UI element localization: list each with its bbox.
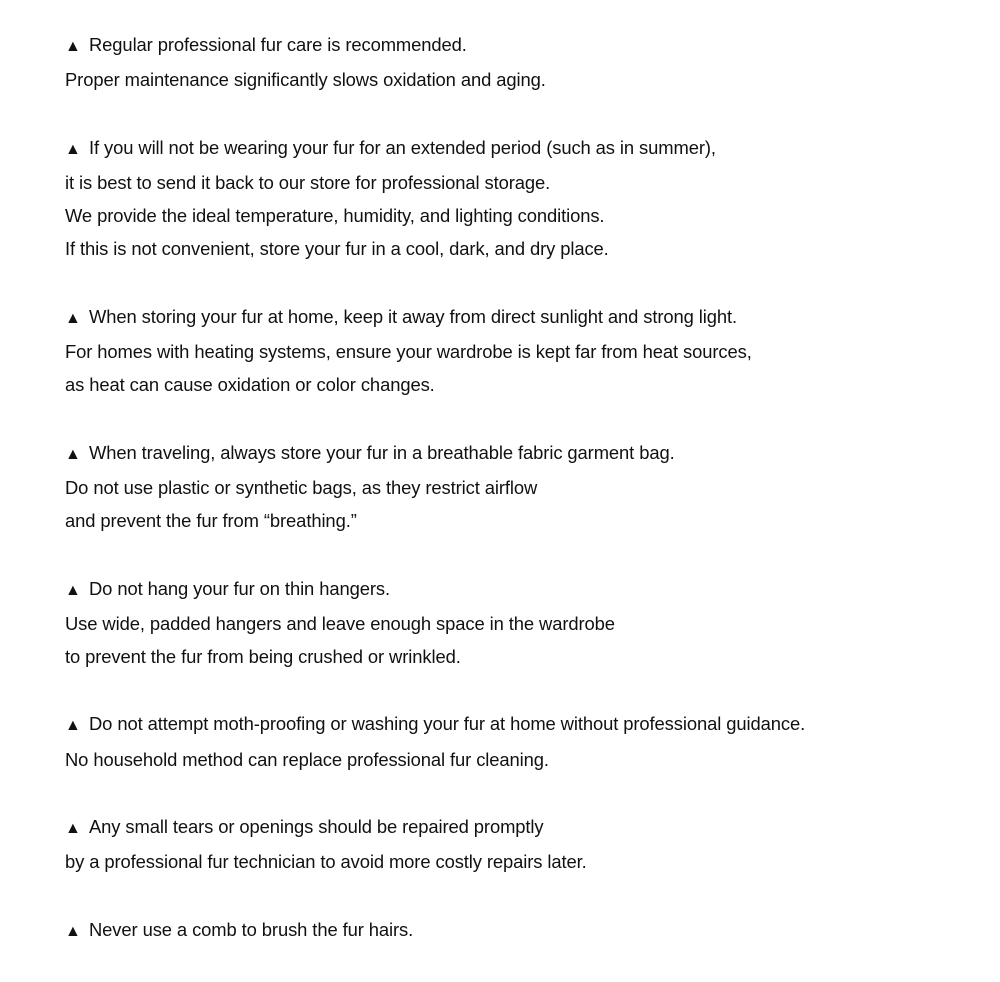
tip-text-line: No household method can replace professional fur cleaning. [65,748,549,770]
tip-heading [65,28,965,63]
tip-text-line: Proper maintenance significantly slows oxidation and aging. [65,69,546,91]
tip-text-line: by a professional fur technician to avoid more costly repairs later. [65,851,587,873]
triangle-bullet-icon: ▲ [65,38,81,55]
tip-heading-text: Regular professional fur care is recommended. [89,34,467,55]
tip-heading [65,913,965,948]
tip-heading [65,300,965,335]
tip-heading [65,572,965,607]
tip-heading-text: Any small tears or openings should be repaired promptly [89,816,544,838]
tip-heading-text: Do not hang your fur on thin hangers. [89,577,390,599]
triangle-bullet-icon: ▲ [65,309,81,327]
tip-heading-text: If you will not be wearing your fur for an extended period (such as in summer), [89,136,716,158]
fur-care-instructions [65,28,965,982]
tip-heading [65,810,965,845]
tip-text-line: If this is not convenient, store your fur in a cool, dark, and dry place. [65,238,609,260]
care-tip-8 [65,913,965,948]
triangle-bullet-icon: ▲ [65,445,81,463]
tip-text-line: For homes with heating systems, ensure your wardrobe is kept far from heat sources, [65,341,752,363]
tip-heading-text: Do not attempt moth-proofing or washing your fur at home without professional guidance. [89,713,806,735]
care-tip-6 [65,707,965,776]
tip-text-line: We provide the ideal temperature, humidity, and lighting conditions. [65,205,605,227]
tip-heading-text: Never use a comb to brush the fur hairs. [89,918,414,940]
tip-heading-text: When storing your fur at home, keep it away from direct sunlight and strong light. [89,305,738,327]
triangle-bullet-icon: ▲ [65,717,81,735]
triangle-bullet-icon: ▲ [65,922,81,940]
tip-heading [65,707,965,742]
tip-heading [65,131,965,166]
care-tip-7 [65,810,965,879]
care-tip-5 [65,572,965,674]
care-tip-1 [65,28,965,97]
tip-text-line: Do not use plastic or synthetic bags, as they restrict airflow [65,476,538,498]
triangle-bullet-icon: ▲ [65,820,81,838]
tip-heading [65,436,965,471]
care-tip-2 [65,131,965,266]
triangle-bullet-icon: ▲ [65,581,81,599]
tip-text-line: it is best to send it back to our store for professional storage. [65,171,551,193]
tip-text-line: as heat can cause oxidation or color changes. [65,374,435,396]
care-tip-3 [65,300,965,402]
triangle-bullet-icon: ▲ [65,140,81,158]
tip-text-line: to prevent the fur from being crushed or wrinkled. [65,646,461,668]
tip-text-line: and prevent the fur from “breathing.” [65,510,357,532]
tip-heading-text: When traveling, always store your fur in a breathable fabric garment bag. [89,441,675,463]
care-tip-4 [65,436,965,538]
tip-text-line: Use wide, padded hangers and leave enough space in the wardrobe [65,612,615,634]
